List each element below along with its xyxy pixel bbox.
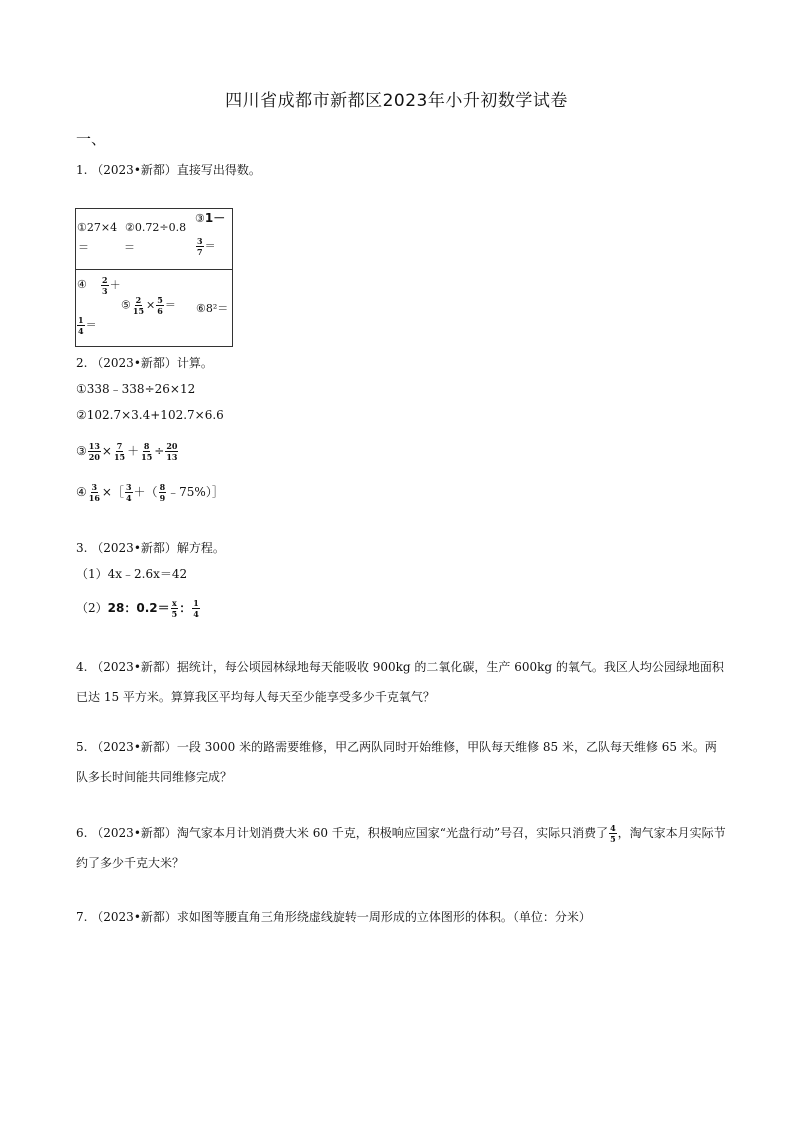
- equals-sign: ＝: [204, 239, 216, 253]
- fraction: $\frac{3}{4}$: [125, 482, 132, 503]
- question-text: 一段 3000 米的路需要维修，甲乙两队同时开始维修，甲队每天维修 85 米，乙队每天维修 65 米。两队多长时间能共同维修完成？: [76, 740, 717, 784]
- plus-sign: ＋: [109, 278, 121, 292]
- question-4: [76, 652, 726, 712]
- item-2: ②0.72÷0.8: [125, 221, 187, 234]
- fraction: $\frac{20}{13}$: [166, 441, 178, 462]
- fraction: $\frac{1}{4}$: [193, 598, 199, 619]
- mental-math-row-1: [76, 209, 233, 270]
- question-source: （2023•新都）: [91, 740, 177, 754]
- mental-math-table: [75, 208, 233, 347]
- question-source: （2023•新都）: [91, 163, 177, 177]
- question-number: 2.: [76, 356, 88, 370]
- fraction: $\frac{13}{20}$: [88, 441, 100, 462]
- fraction: $\frac{2}{3}$: [102, 275, 108, 296]
- question-text: 直接写出得数。: [176, 163, 261, 177]
- question-source: （2023•新都）: [91, 910, 177, 924]
- item-3-marker: ③: [195, 212, 205, 225]
- question-number: 1.: [76, 163, 88, 177]
- equation-2: （2）28：0.2＝ $\frac{x}{5}$ ： $\frac{1}{4}$: [76, 598, 199, 619]
- question-number: 6.: [76, 826, 88, 840]
- item-6: ⑥8²＝: [196, 302, 229, 315]
- equals-sign: ＝: [124, 241, 135, 254]
- section-heading: 一、: [76, 130, 107, 148]
- question-1: [76, 157, 261, 183]
- question-text: 据统计，每公顷园林绿地每天能吸收 900kg 的二氧化碳，生产 600kg 的氧气。我区人均公园绿地面积已达 15 平方米。算算我区平均每人每天至少能享受多少千克氧气？: [76, 660, 724, 704]
- calc-line-3: ③ $\frac{13}{20}$ × $\frac{7}{15}$ ＋ $\frac{8}{15}$ ÷ $\frac{20}{13}$: [76, 441, 178, 462]
- fraction: $\frac{4}{5}$: [610, 823, 616, 844]
- question-text-cont: ，淘气家本月实际节约了多少千克大米？: [76, 826, 726, 870]
- calc-line-2: ②102.7×3.4+102.7×6.6: [76, 408, 224, 422]
- mental-math-row-2: [76, 270, 233, 347]
- fraction: $\frac{x}{5}$: [171, 598, 178, 619]
- item-1: ①27×4: [77, 221, 118, 234]
- fraction: $\frac{7}{15}$: [113, 441, 126, 462]
- equation-1: （1）4x﹣2.6x＝42: [76, 567, 188, 581]
- item-3-label: [195, 209, 225, 226]
- question-number: 7.: [76, 910, 88, 924]
- question-source: （2023•新都）: [91, 660, 177, 674]
- question-text: 解方程。: [176, 541, 225, 555]
- equals-sign: ＝: [78, 241, 89, 254]
- fraction: $\frac{3}{16}$: [88, 482, 100, 503]
- page-title: 四川省成都市新都区2023年小升初数学试卷: [225, 91, 568, 111]
- item-5: ⑤ $\frac{2}{15}$ × $\frac{5}{6}$ ＝: [121, 295, 176, 316]
- item-4-expr: [100, 276, 121, 295]
- fraction: $\frac{5}{6}$: [157, 295, 163, 316]
- calc-line-4: ④ $\frac{3}{16}$ ×［ $\frac{3}{4}$ ＋（ $\frac{8}{9}$ ﹣75%）］: [76, 482, 224, 503]
- question-6: [76, 818, 726, 878]
- question-3: [76, 535, 225, 561]
- equals-sign: ＝: [85, 318, 97, 332]
- question-2: [76, 350, 213, 376]
- question-source: （2023•新都）: [91, 541, 177, 555]
- question-text: 求如图等腰直角三角形绕虚线旋转一周形成的立体图形的体积。（单位：分米）: [176, 910, 591, 924]
- fraction: $\frac{8}{9}$: [159, 482, 166, 503]
- question-text: 淘气家本月计划消费大米 60 千克，积极响应国家“光盘行动”号召，实际只消费了: [176, 826, 609, 840]
- question-number: 4.: [76, 660, 88, 674]
- fraction: $\frac{8}{15}$: [141, 441, 153, 462]
- fraction: $\frac{2}{15}$: [132, 295, 145, 316]
- item-3-expr: 1－: [204, 211, 226, 225]
- calc-line-1: ①338﹣338÷26×12: [76, 382, 196, 396]
- question-source: （2023•新都）: [91, 826, 177, 840]
- item-4-fraction: [76, 316, 97, 335]
- item-3-fraction: [195, 237, 216, 256]
- question-7: [76, 904, 591, 930]
- question-number: 3.: [76, 541, 88, 555]
- item-4-marker: ④: [77, 278, 87, 291]
- question-number: 5.: [76, 740, 88, 754]
- question-text: 计算。: [176, 356, 213, 370]
- fraction: $\frac{3}{7}$: [197, 236, 203, 257]
- question-5: [76, 732, 726, 792]
- question-source: （2023•新都）: [91, 356, 177, 370]
- fraction: $\frac{1}{4}$: [78, 315, 84, 336]
